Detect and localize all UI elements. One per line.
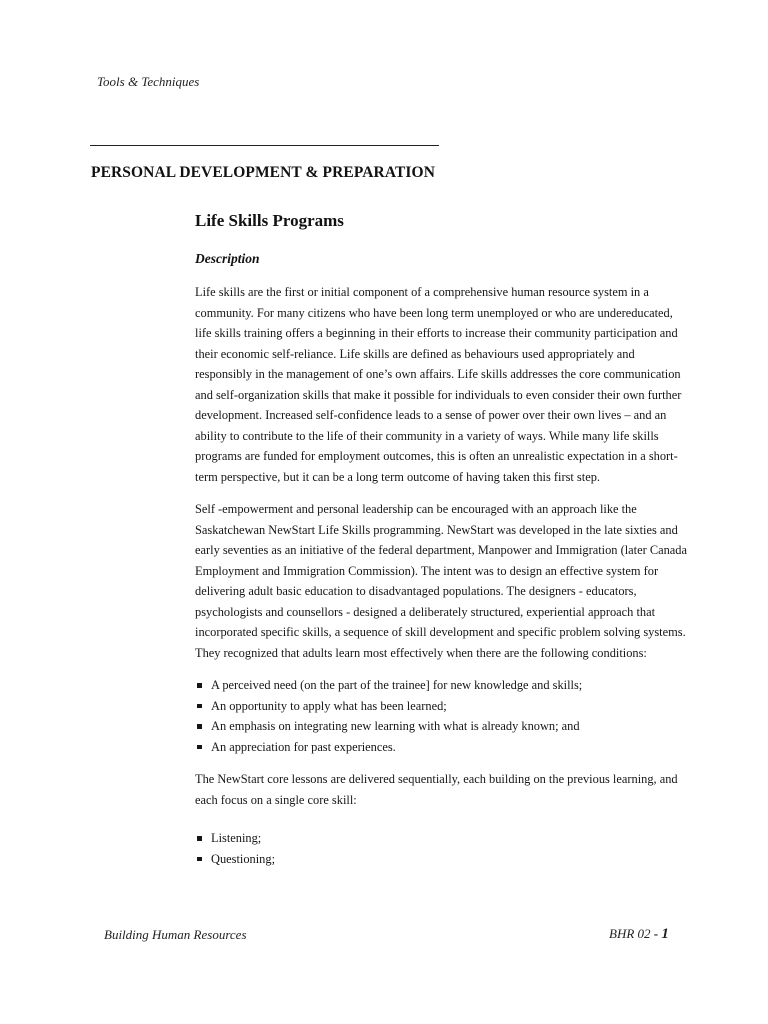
bullet-icon	[197, 836, 202, 841]
section-title: PERSONAL DEVELOPMENT & PREPARATION	[91, 164, 435, 181]
bullet-icon	[197, 724, 202, 729]
description-heading: Description	[195, 251, 260, 266]
list-item: An emphasis on integrating new learning with what is already known; and	[195, 716, 688, 737]
doc-code: BHR 02	[609, 926, 651, 941]
bullet-icon	[197, 857, 202, 862]
paragraph-newstart: Self -empowerment and personal leadership can be encouraged with an approach like the Saskatchewan NewStart Life Skills programming. NewStart was developed in the late sixties and early seventies as an initiative of the federal department, Manpower and Immigration (later Canada Employment and Immigration Commission). The intent was to design an effective system for delivering adult basic education to disadvantaged populations. The designers - educators, psychologists and counsellors - designed a deliberately structured, experiential approach that incorporated specific skills, a sequence of skill development and specific problem solving systems. They recognized that adults learn most effectively when there are the following conditions:	[195, 502, 687, 660]
page-number: 1	[661, 926, 669, 942]
paragraph-core-lessons: The NewStart core lessons are delivered sequentially, each building on the previous learning, and each focus on a single core skill:	[195, 772, 678, 807]
bullet-icon	[197, 745, 202, 750]
main-content	[195, 210, 688, 881]
list-item: An opportunity to apply what has been learned;	[195, 696, 688, 717]
paragraph-intro: Life skills are the first or initial component of a comprehensive human resource system in a community. For many citizens who have been long term unemployed or who are undereducated, life skills training offers a beginning in their efforts to increase their community participation and their economic self-reliance. Life skills are defined as behaviours used appropriately and responsibly in the management of one’s own affairs. Life skills addresses the core communication and self-organization skills that make it possible for individuals to even consider their own further development. Increased self-confidence leads to a sense of power over their own lives – and an ability to contribute to the life of their community in a variety of ways. While many life skills programs are funded for employment outcomes, this is often an unrealistic expectation in a short-term perspective, but it can be a long term outcome of having taken this first step.	[195, 285, 682, 484]
subsection-title: Life Skills Programs	[195, 211, 344, 230]
header-rule	[90, 145, 439, 146]
conditions-list	[195, 675, 688, 757]
footer-page-ref	[609, 926, 669, 943]
bullet-icon	[197, 704, 202, 709]
running-header: Tools & Techniques	[97, 74, 200, 89]
footer-title: Building Human Resources	[104, 927, 247, 942]
list-item: An appreciation for past experiences.	[195, 737, 688, 758]
page-separator: -	[650, 926, 662, 941]
core-skills-list	[195, 828, 688, 869]
bullet-icon	[197, 683, 202, 688]
list-item: Questioning;	[195, 849, 688, 870]
list-item: Listening;	[195, 828, 688, 849]
list-item: A perceived need (on the part of the trainee] for new knowledge and skills;	[195, 675, 688, 696]
